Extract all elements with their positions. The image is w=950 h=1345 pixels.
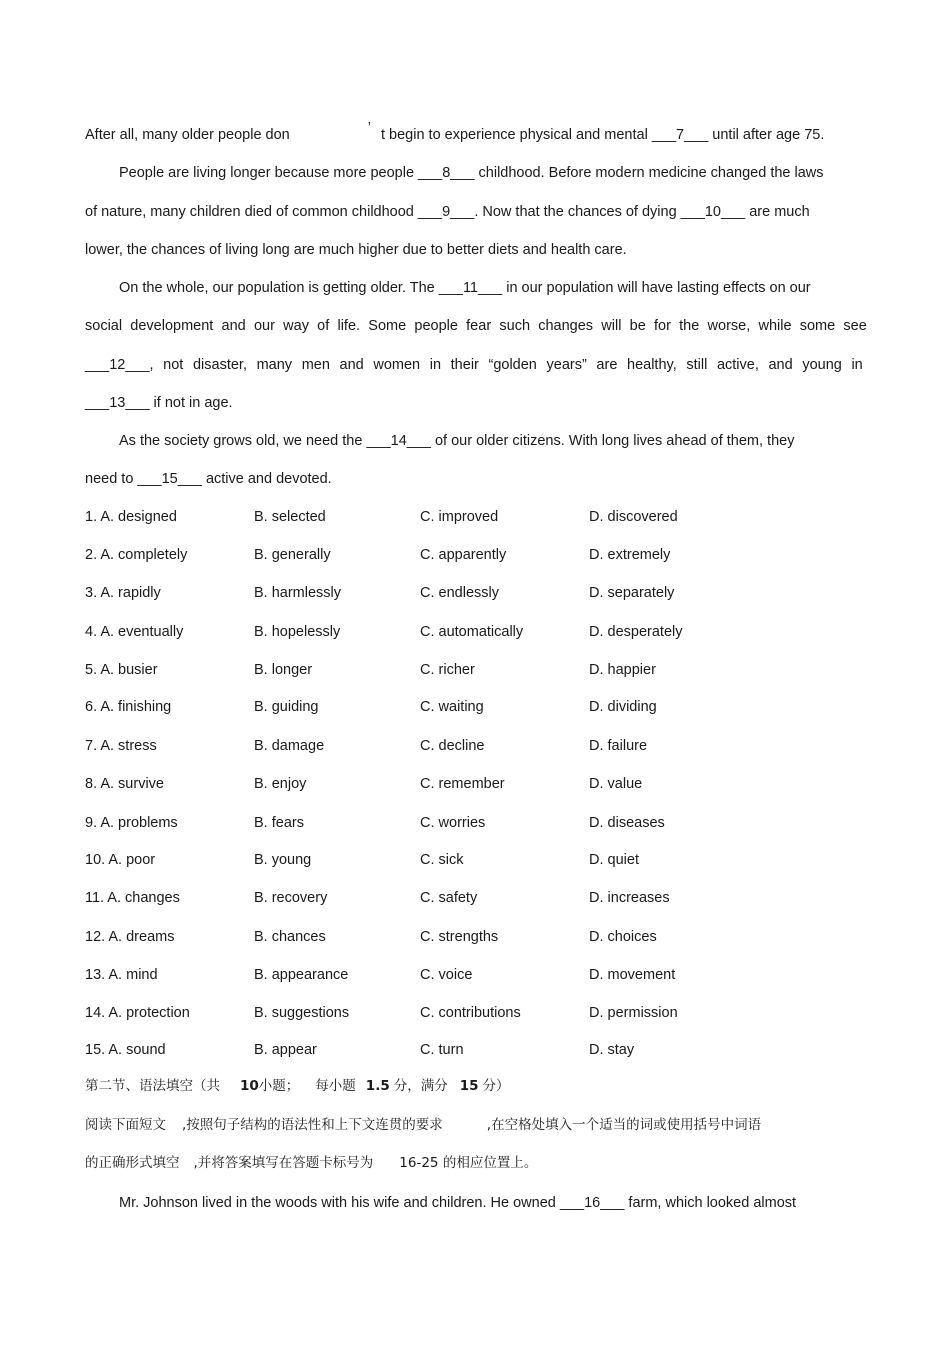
option-choice: 12. A. dreams xyxy=(85,929,175,945)
word: young xyxy=(802,357,842,373)
word: the xyxy=(679,318,700,334)
option-choice: C. contributions xyxy=(420,1005,521,1021)
option-choice: C. apparently xyxy=(420,547,507,563)
word: life. xyxy=(337,318,361,334)
instruction-text: ,在空格处填入一个适当的词或使用括号中词语 xyxy=(486,1117,762,1133)
option-choice: B. enjoy xyxy=(254,776,307,792)
word: not xyxy=(163,357,184,373)
option-choice: D. permission xyxy=(589,1005,678,1021)
option-choice: D. failure xyxy=(589,738,648,754)
option-choice: 2. A. completely xyxy=(85,547,188,563)
option-choice: B. hopelessly xyxy=(254,624,341,640)
option-choice: B. chances xyxy=(254,929,326,945)
option-choice: D. desperately xyxy=(589,624,683,640)
option-row xyxy=(85,697,885,717)
instructions-line xyxy=(85,1115,875,1135)
option-choice: B. guiding xyxy=(254,699,319,715)
option-choice: B. young xyxy=(254,852,312,868)
word: active, xyxy=(716,357,759,373)
passage-line-justified xyxy=(85,316,867,336)
option-choice: B. appearance xyxy=(254,967,349,983)
option-row xyxy=(85,736,885,756)
apostrophe: ’ xyxy=(367,120,371,136)
word: people xyxy=(414,318,458,334)
option-choice: D. discovered xyxy=(589,509,678,525)
option-choice: D. value xyxy=(589,776,643,792)
story-line: Mr. Johnson lived in the woods with his wife and children. He owned ___16___ farm, which looked almost xyxy=(119,1195,797,1211)
passage-line: ___13___ if not in age. xyxy=(85,395,233,411)
option-row xyxy=(85,813,885,833)
word: for xyxy=(654,318,671,334)
word: in xyxy=(429,357,442,373)
word: while xyxy=(758,318,792,334)
word: and xyxy=(339,357,364,373)
instruction-text: ,按照句子结构的语法性和上下文连贯的要求 xyxy=(182,1117,443,1133)
option-row xyxy=(85,965,885,985)
option-choice: 11. A. changes xyxy=(85,890,180,906)
option-row xyxy=(85,774,885,794)
instructions-line xyxy=(85,1153,875,1173)
option-choice: D. increases xyxy=(589,890,670,906)
heading-text: 分，满分 xyxy=(393,1078,448,1094)
option-choice: C. voice xyxy=(420,967,473,983)
heading-text: 分） xyxy=(482,1078,510,1094)
option-choice: C. worries xyxy=(420,815,486,831)
section-heading xyxy=(85,1076,875,1096)
option-choice: 9. A. problems xyxy=(85,815,178,831)
text-fragment: After all, many older people don xyxy=(85,127,290,143)
word: our xyxy=(253,318,275,334)
option-row xyxy=(85,888,885,908)
option-choice: D. stay xyxy=(589,1042,635,1058)
option-choice: C. waiting xyxy=(420,699,484,715)
option-choice: C. turn xyxy=(420,1042,464,1058)
word: worse, xyxy=(707,318,751,334)
option-choice: C. decline xyxy=(420,738,485,754)
word: “golden xyxy=(488,357,537,373)
option-row xyxy=(85,1040,885,1060)
option-choice: 7. A. stress xyxy=(85,738,157,754)
option-choice: B. generally xyxy=(254,547,331,563)
word: men xyxy=(301,357,330,373)
word: Some xyxy=(368,318,407,334)
word: changes xyxy=(538,318,594,334)
word: many xyxy=(256,357,293,373)
option-choice: D. quiet xyxy=(589,852,639,868)
word: disaster, xyxy=(192,357,247,373)
option-choice: B. longer xyxy=(254,662,313,678)
word: will xyxy=(601,318,622,334)
word: social xyxy=(85,318,123,334)
word: still xyxy=(686,357,708,373)
passage-line-justified xyxy=(85,355,863,375)
option-choice: D. dividing xyxy=(589,699,657,715)
word: and xyxy=(768,357,793,373)
word: development xyxy=(130,318,214,334)
word: in xyxy=(851,357,863,373)
passage-line: People are living longer because more people ___8___ childhood. Before modern medicine changed the laws xyxy=(119,165,824,181)
passage-line: As the society grows old, we need the ___14___ of our older citizens. With long lives ahead of them, they xyxy=(119,433,795,449)
text-fragment: t begin to experience physical and mental ___7___ until after age 75. xyxy=(380,127,825,143)
word: ___12___, xyxy=(85,357,154,373)
option-row xyxy=(85,850,885,870)
option-row xyxy=(85,507,885,527)
word: such xyxy=(499,318,531,334)
heading-number: 15 xyxy=(459,1078,479,1094)
option-choice: 10. A. poor xyxy=(85,852,156,868)
option-choice: 15. A. sound xyxy=(85,1042,166,1058)
option-choice: C. richer xyxy=(420,662,475,678)
word: way xyxy=(283,318,309,334)
heading-number: 10 xyxy=(240,1078,259,1094)
option-choice: C. endlessly xyxy=(420,585,499,601)
passage-line: need to ___15___ active and devoted. xyxy=(85,471,332,487)
option-choice: B. damage xyxy=(254,738,325,754)
heading-text: 每小题 xyxy=(315,1078,356,1094)
option-choice: B. fears xyxy=(254,815,304,831)
option-row xyxy=(85,583,885,603)
heading-text: 第二节、语法填空（共 xyxy=(85,1078,220,1094)
option-choice: D. extremely xyxy=(589,547,671,563)
option-choice: 3. A. rapidly xyxy=(85,585,161,601)
option-choice: B. selected xyxy=(254,509,326,525)
word: are xyxy=(596,357,618,373)
option-choice: B. appear xyxy=(254,1042,317,1058)
word: years” xyxy=(546,357,587,373)
word: some xyxy=(799,318,836,334)
word: see xyxy=(843,318,867,334)
word: of xyxy=(317,318,330,334)
word: and xyxy=(221,318,246,334)
instruction-text: 的正确形式填空 xyxy=(85,1155,180,1171)
word: healthy, xyxy=(627,357,677,373)
option-choice: C. sick xyxy=(420,852,464,868)
option-choice: C. strengths xyxy=(420,929,499,945)
option-row xyxy=(85,660,885,680)
option-row xyxy=(85,927,885,947)
option-choice: D. diseases xyxy=(589,815,665,831)
option-choice: 14. A. protection xyxy=(85,1005,190,1021)
option-row xyxy=(85,622,885,642)
word: be xyxy=(629,318,646,334)
word: fear xyxy=(466,318,492,334)
option-choice: B. recovery xyxy=(254,890,328,906)
passage-line xyxy=(85,120,875,145)
option-row xyxy=(85,545,885,565)
option-choice: D. choices xyxy=(589,929,657,945)
option-choice: 1. A. designed xyxy=(85,509,177,525)
option-choice: D. happier xyxy=(589,662,656,678)
passage-line: On the whole, our population is getting older. The ___11___ in our population will have lasting effects on our xyxy=(119,280,811,296)
instruction-text: 阅读下面短文 xyxy=(85,1117,166,1133)
passage-line: lower, the chances of living long are much higher due to better diets and health care. xyxy=(85,242,627,258)
option-choice: 5. A. busier xyxy=(85,662,158,678)
option-row xyxy=(85,1003,885,1023)
heading-text: 小题； xyxy=(258,1078,300,1094)
word: their xyxy=(450,357,479,373)
option-choice: C. remember xyxy=(420,776,505,792)
option-choice: 4. A. eventually xyxy=(85,624,184,640)
option-choice: D. movement xyxy=(589,967,676,983)
option-choice: B. suggestions xyxy=(254,1005,350,1021)
passage-line: of nature, many children died of common childhood ___9___. Now that the chances of dying ___10___ are much xyxy=(85,204,810,220)
option-choice: 13. A. mind xyxy=(85,967,158,983)
instruction-text: ,并将答案填写在答题卡标号为 xyxy=(193,1155,374,1171)
option-choice: C. improved xyxy=(420,509,499,525)
option-choice: B. harmlessly xyxy=(254,585,342,601)
word: women xyxy=(373,357,421,373)
option-choice: D. separately xyxy=(589,585,675,601)
heading-number: 1.5 xyxy=(365,1078,390,1094)
option-choice: C. automatically xyxy=(420,624,524,640)
instruction-text: 16-25 的相应位置上。 xyxy=(399,1155,538,1171)
option-choice: 8. A. survive xyxy=(85,776,164,792)
option-choice: 6. A. finishing xyxy=(85,699,172,715)
option-choice: C. safety xyxy=(420,890,478,906)
